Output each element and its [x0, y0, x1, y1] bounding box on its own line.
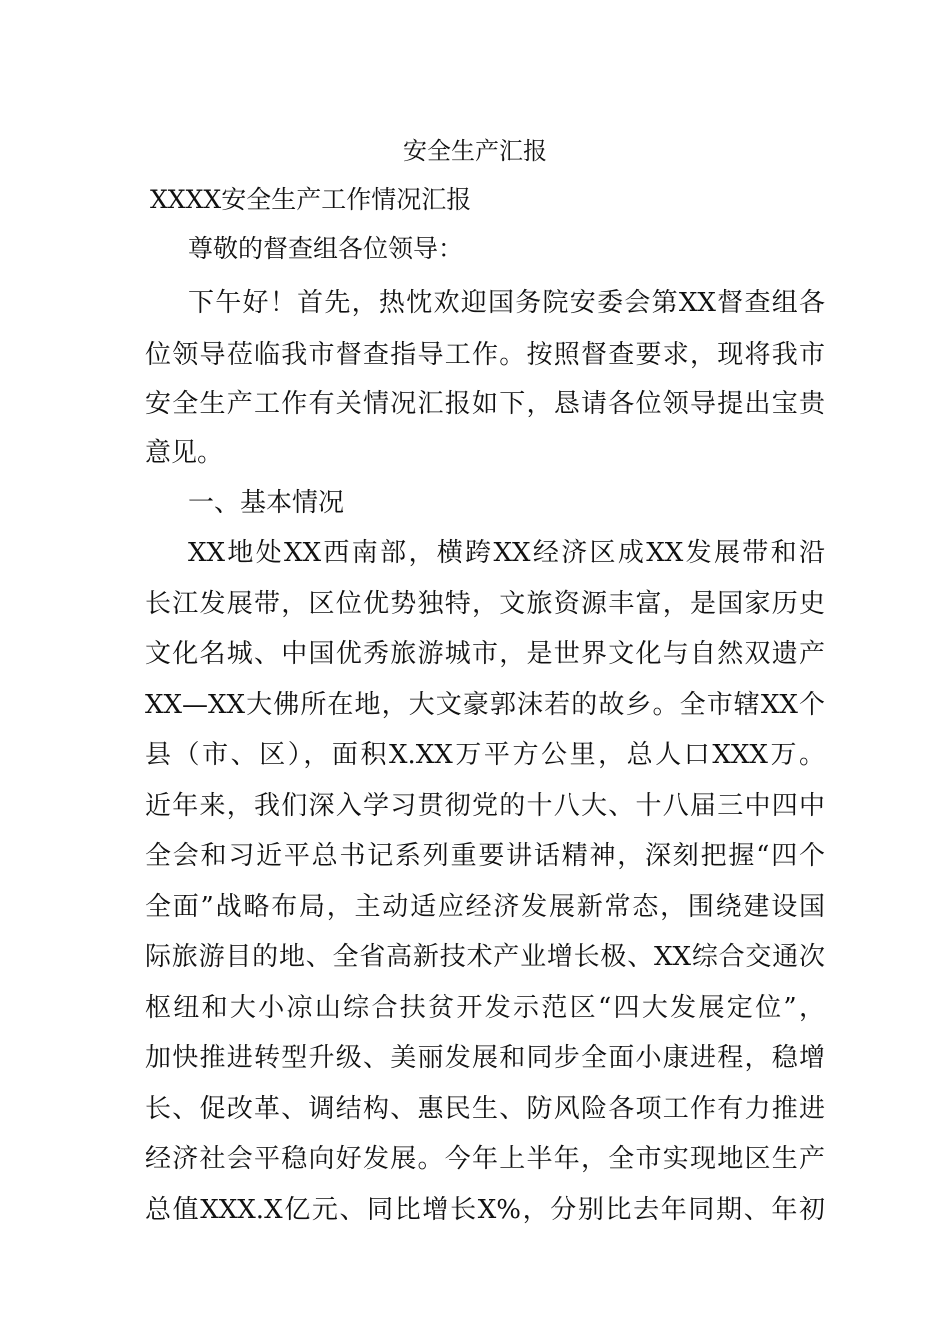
body-line: 全会和习近平总书记系列重要讲话精神，深刻把握“四个	[145, 841, 825, 871]
intro-line: 位领导莅临我市督查指导工作。按照督查要求，现将我市	[145, 340, 825, 370]
body-line: 全面”战略布局，主动适应经济发展新常态，围绕建设国	[145, 892, 825, 922]
body-line: XX—XX大佛所在地，大文豪郭沫若的故乡。全市辖XX个	[145, 690, 825, 720]
salutation: 尊敬的督查组各位领导：	[188, 234, 464, 263]
body-line: 总值XXX.X亿元、同比增长X%，分别比去年同期、年初	[145, 1195, 825, 1225]
intro-line: 下午好！首先，热忱欢迎国务院安委会第XX督查组各	[188, 288, 825, 318]
section-heading: 一、基本情况	[188, 488, 345, 518]
body-line: 长江发展带，区位优势独特，文旅资源丰富，是国家历史	[145, 589, 825, 619]
document-title: 安全生产汇报	[403, 137, 547, 165]
body-line: XX地处XX西南部，横跨XX经济区成XX发展带和沿	[188, 538, 825, 568]
body-line: 县（市、区），面积X.XX万平方公里，总人口XXX万。	[145, 740, 825, 770]
body-line: 经济社会平稳向好发展。今年上半年，全市实现地区生产	[145, 1144, 825, 1174]
body-line: 枢纽和大小凉山综合扶贫开发示范区“四大发展定位”，	[145, 993, 825, 1023]
body-line: 文化名城、中国优秀旅游城市，是世界文化与自然双遗产	[145, 639, 825, 669]
document-subtitle: XXXX安全生产工作情况汇报	[150, 185, 472, 214]
body-line: 长、促改革、调结构、惠民生、防风险各项工作有力推进	[145, 1094, 825, 1124]
body-line: 际旅游目的地、全省高新技术产业增长极、XX综合交通次	[145, 942, 825, 972]
body-line: 加快推进转型升级、美丽发展和同步全面小康进程，稳增	[145, 1043, 825, 1073]
intro-line: 安全生产工作有关情况汇报如下，恳请各位领导提出宝贵	[145, 389, 825, 419]
body-line: 近年来，我们深入学习贯彻党的十八大、十八届三中四中	[145, 791, 825, 821]
intro-line: 意见。	[145, 438, 224, 468]
